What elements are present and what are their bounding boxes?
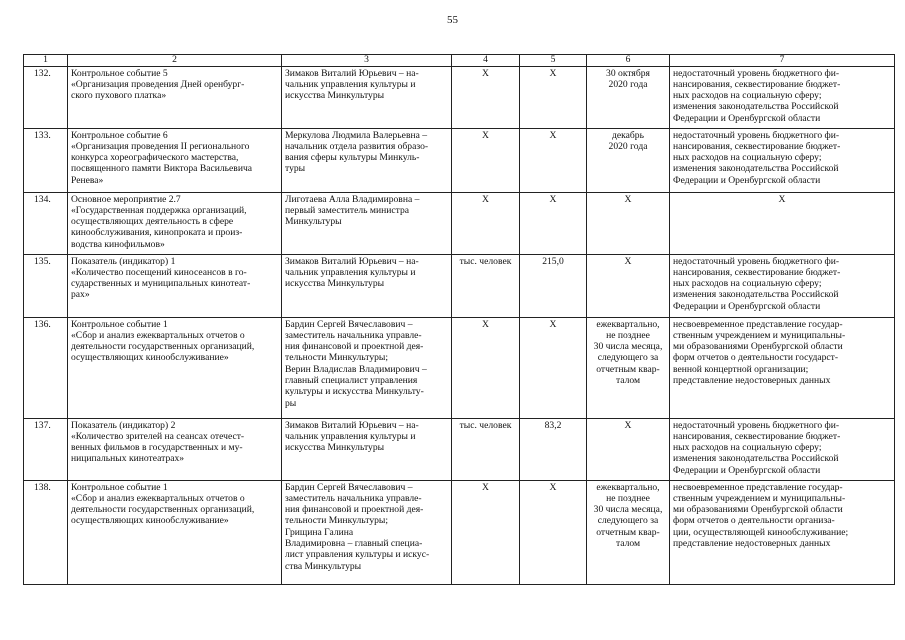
page-number: 55 — [447, 14, 458, 26]
event-cell: Контрольное событие 1 «Сбор и анализ ежеквартальных отчетов о деятельности государственных организаций, осуществляющих кинообслуживание» — [68, 480, 282, 584]
column-header: 2 — [68, 55, 282, 67]
term-cell: ежеквартально, не позднее 30 числа месяца, следующего за отчетным квар- талом — [587, 317, 670, 418]
value-cell: 83,2 — [520, 418, 587, 480]
table-row — [24, 128, 895, 192]
value-cell: X — [520, 317, 587, 418]
row-number: 136. — [24, 317, 68, 418]
value-cell: 215,0 — [520, 254, 587, 317]
responsible-cell: Бардин Сергей Вячеславович – заместитель начальника управле- ния финансовой и проектной дея- тельности Минкультуры; Грищина Галина Владимировна – главный специа- лист управления культуры и искус- ства Минкультуры — [282, 480, 452, 584]
responsible-cell: Лиготаева Алла Владимировна – первый заместитель министра Минкультуры — [282, 192, 452, 254]
event-cell: Показатель (индикатор) 2 «Количество зрителей на сеансах отечест- венных фильмов в государственных и му- ниципальных кинотеатрах» — [68, 418, 282, 480]
value-cell: X — [520, 128, 587, 192]
row-number: 137. — [24, 418, 68, 480]
responsible-cell: Меркулова Людмила Валерьевна – начальник отдела развития образо- вания сферы культуры Минкуль- туры — [282, 128, 452, 192]
table-row — [24, 192, 895, 254]
event-cell: Контрольное событие 1 «Сбор и анализ ежеквартальных отчетов о деятельности государственных организаций, осуществляющих кинообслуживание» — [68, 317, 282, 418]
responsible-cell: Бардин Сергей Вячеславович – заместитель начальника управле- ния финансовой и проектной дея- тельности Минкультуры; Верин Владислав Владимирович – главный специалист управления культуры и искусства Минкульту- ры — [282, 317, 452, 418]
unit-cell: X — [452, 480, 520, 584]
value-cell: X — [520, 192, 587, 254]
row-number: 135. — [24, 254, 68, 317]
unit-cell: X — [452, 128, 520, 192]
risk-cell: X — [670, 192, 895, 254]
responsible-cell: Зимаков Виталий Юрьевич – на- чальник управления культуры и искусства Минкультуры — [282, 66, 452, 128]
responsible-cell: Зимаков Виталий Юрьевич – на- чальник управления культуры и искусства Минкультуры — [282, 418, 452, 480]
event-cell: Показатель (индикатор) 1 «Количество посещений киносеансов в го- сударственных и муниципальных кинотеат- рах» — [68, 254, 282, 317]
column-header: 4 — [452, 55, 520, 67]
risk-cell: несвоевременное представление государ- ственным учреждением и муниципальны- ми образованиями Оренбургской области форм отчетов о деятельности организа- ции, осуществляющей кинообслуживание; представление недостоверных данных — [670, 480, 895, 584]
responsible-cell: Зимаков Виталий Юрьевич – на- чальник управления культуры и искусства Минкультуры — [282, 254, 452, 317]
unit-cell: X — [452, 66, 520, 128]
term-cell: X — [587, 254, 670, 317]
table-row — [24, 66, 895, 128]
risk-cell: недостаточный уровень бюджетного фи- нансирования, секвестирование бюджет- ных расходов на социальную сферу; изменения законодательства Российской Федерации и Оренбургской области — [670, 418, 895, 480]
value-cell: X — [520, 480, 587, 584]
column-header: 7 — [670, 55, 895, 67]
term-cell: X — [587, 418, 670, 480]
risk-cell: недостаточный уровень бюджетного фи- нансирования, секвестирование бюджет- ных расходов на социальную сферу; изменения законодательства Российской Федерации и Оренбургской области — [670, 254, 895, 317]
row-number: 138. — [24, 480, 68, 584]
plan-table — [23, 54, 895, 585]
term-cell: ежеквартально, не позднее 30 числа месяца, следующего за отчетным квар- талом — [587, 480, 670, 584]
column-header: 5 — [520, 55, 587, 67]
row-number: 133. — [24, 128, 68, 192]
value-cell: X — [520, 66, 587, 128]
column-header: 3 — [282, 55, 452, 67]
term-cell: 30 октября 2020 года — [587, 66, 670, 128]
table-row — [24, 418, 895, 480]
header-row — [24, 55, 895, 67]
event-cell: Основное мероприятие 2.7 «Государственная поддержка организаций, осуществляющих деятельность в сфере кинообслуживания, кинопроката и произ- водства кинофильмов» — [68, 192, 282, 254]
term-cell: декабрь 2020 года — [587, 128, 670, 192]
table-row — [24, 480, 895, 584]
event-cell: Контрольное событие 5 «Организация проведения Дней оренбург- ского пухового платка» — [68, 66, 282, 128]
table-row — [24, 254, 895, 317]
table-row — [24, 317, 895, 418]
unit-cell: тыс. человек — [452, 418, 520, 480]
event-cell: Контрольное событие 6 «Организация проведения II регионального конкурса хореографического мастерства, посвященного памяти Виктора Васильевича Ренева» — [68, 128, 282, 192]
row-number: 134. — [24, 192, 68, 254]
term-cell: X — [587, 192, 670, 254]
column-header: 1 — [24, 55, 68, 67]
risk-cell: несвоевременное представление государ- ственным учреждением и муниципальны- ми образованиями Оренбургской области форм отчетов о деятельности государст- венной концертной организации; представление недостоверных данных — [670, 317, 895, 418]
unit-cell: X — [452, 317, 520, 418]
row-number: 132. — [24, 66, 68, 128]
risk-cell: недостаточный уровень бюджетного фи- нансирования, секвестирование бюджет- ных расходов на социальную сферу; изменения законодательства Российской Федерации и Оренбургской области — [670, 66, 895, 128]
unit-cell: тыс. человек — [452, 254, 520, 317]
column-header: 6 — [587, 55, 670, 67]
risk-cell: недостаточный уровень бюджетного фи- нансирования, секвестирование бюджет- ных расходов на социальную сферу; изменения законодательства Российской Федерации и Оренбургской области — [670, 128, 895, 192]
unit-cell: X — [452, 192, 520, 254]
